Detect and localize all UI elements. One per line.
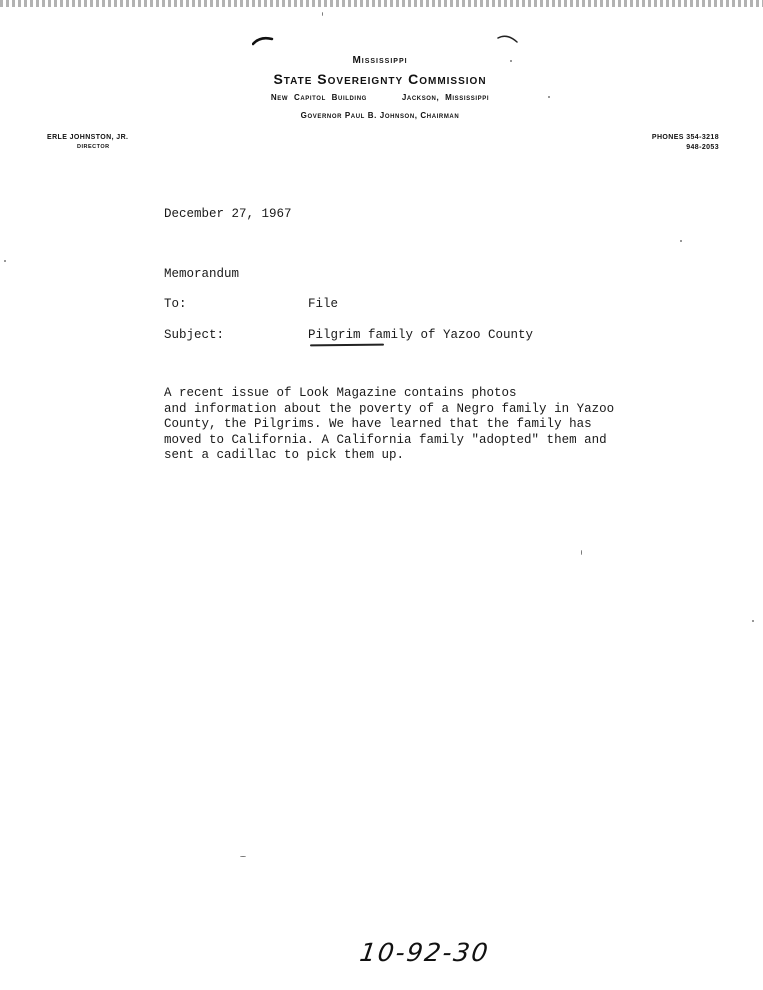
- scan-speck: [680, 240, 682, 242]
- scan-speck: [581, 550, 582, 555]
- scan-speck: [510, 60, 512, 62]
- director-title: DIRECTOR: [77, 144, 110, 150]
- scan-top-edge: [0, 0, 763, 7]
- letterhead-governor: Governor Paul B. Johnson, Chairman: [300, 111, 460, 120]
- phones-line-1: PHONES 354-3218: [651, 134, 719, 141]
- memo-subject-value: Pilgrim family of Yazoo County: [308, 328, 534, 342]
- handwritten-underline: [310, 344, 384, 347]
- scan-speck: [4, 260, 6, 262]
- scan-speck: [240, 856, 246, 857]
- director-block: [47, 133, 128, 151]
- letterhead: [150, 54, 610, 122]
- memo-to-value: File: [308, 297, 339, 311]
- memo-type: Memorandum: [164, 267, 240, 281]
- scan-speck: [752, 620, 754, 622]
- phones-line-2: 948-2053: [686, 144, 719, 151]
- scan-speck: [548, 96, 550, 98]
- phones-block: [652, 133, 719, 153]
- memo-to-label: To:: [164, 297, 187, 311]
- director-name: ERLE JOHNSTON, JR.: [47, 134, 129, 141]
- letterhead-city: Jackson, Mississippi: [401, 93, 490, 102]
- letterhead-ornament-right: [497, 32, 519, 44]
- letterhead-address: [150, 92, 610, 104]
- scan-speck: [322, 12, 323, 16]
- memo-subject-label: Subject:: [164, 328, 225, 342]
- letterhead-building: New Capitol Building: [270, 93, 367, 102]
- letterhead-ornament-left: [252, 34, 274, 46]
- memo-date: December 27, 1967: [164, 207, 292, 221]
- memo-body-paragraph: A recent issue of Look Magazine contains photos and information about the poverty of a Negro family in Yazoo County, the Pilgrims. We have learned that the family has moved to California. A California family "adopted" them and sent a cadillac to pick them up.: [164, 386, 615, 462]
- handwritten-file-number: 10-92-30: [357, 938, 492, 967]
- letterhead-state: Mississippi: [352, 55, 408, 66]
- letterhead-commission: State Sovereignty Commission: [273, 71, 487, 87]
